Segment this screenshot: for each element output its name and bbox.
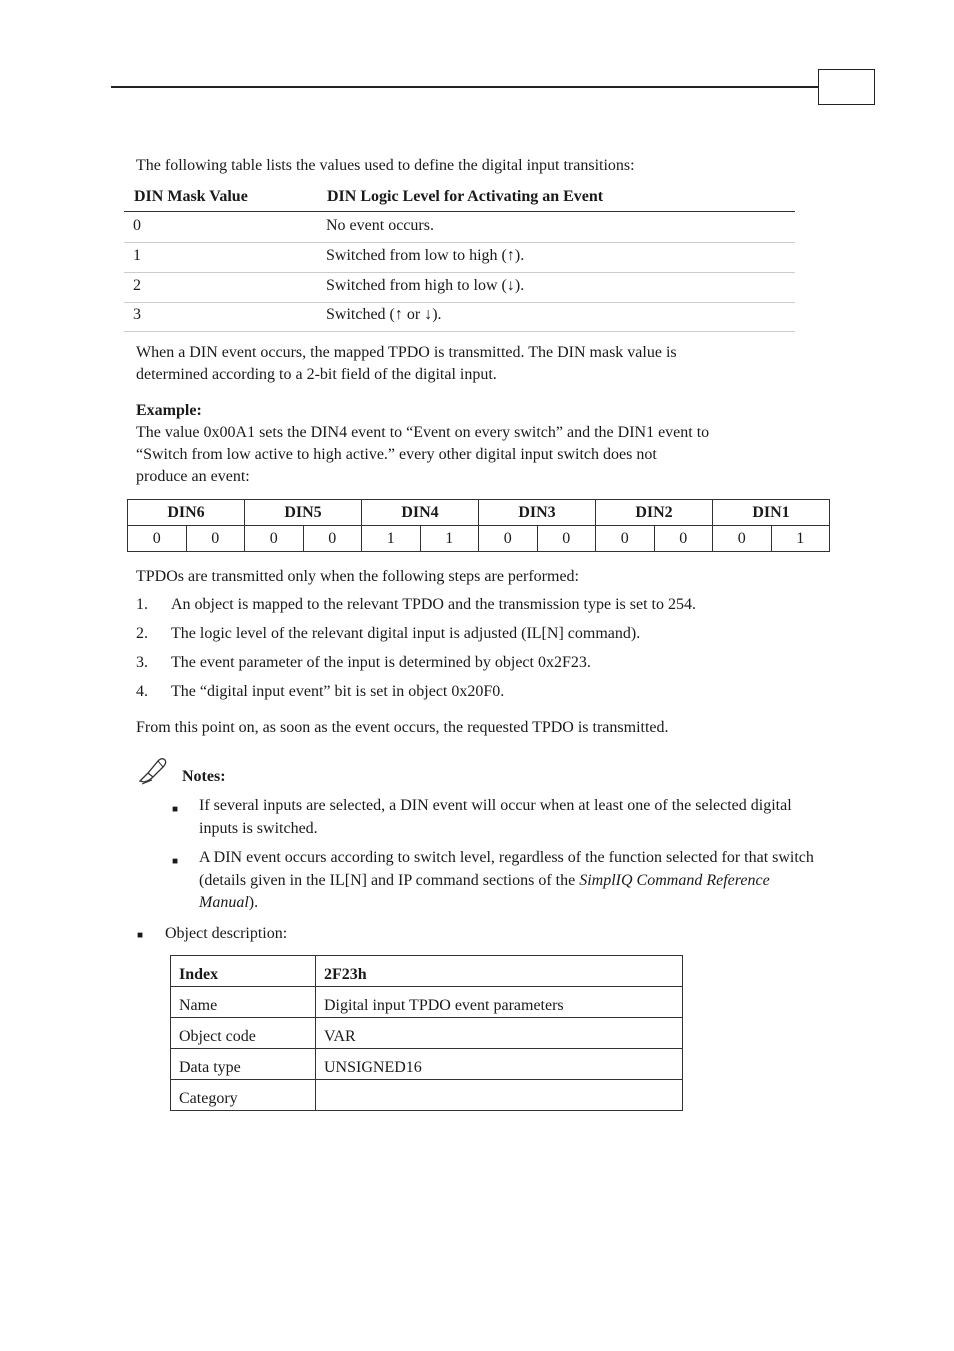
- field-value: UNSIGNED16: [316, 1049, 683, 1080]
- example-line: The value 0x00A1 sets the DIN4 event to “Event on every switch” and the DIN1 event to: [136, 424, 710, 441]
- bit-cell: 0: [186, 526, 245, 552]
- example-line: “Switch from low active to high active.” every other digital input switch does not: [136, 446, 657, 463]
- bit-cell: 0: [245, 526, 304, 552]
- note-text-end: ).: [248, 894, 259, 911]
- list-item: [136, 681, 836, 710]
- object-table: [170, 955, 683, 1111]
- din-header: DIN4: [362, 500, 479, 526]
- din-bit-table: [127, 499, 830, 552]
- table-row: [171, 1049, 683, 1080]
- example-line: produce an event:: [136, 468, 250, 485]
- din-event-paragraph: [136, 342, 836, 386]
- step-number: 1.: [136, 596, 148, 613]
- logic-level: Switched from low to high (↑).: [326, 247, 525, 264]
- bit-cell: 0: [713, 526, 772, 552]
- din-bits-row: [128, 526, 830, 552]
- mask-value: 1: [133, 247, 141, 264]
- list-item: [136, 652, 836, 681]
- table-row: [124, 212, 795, 243]
- example-block: [136, 400, 836, 488]
- table-row: [124, 242, 795, 273]
- mask-value: 3: [133, 306, 141, 323]
- bit-cell: 1: [362, 526, 421, 552]
- mask-value: 2: [133, 277, 141, 294]
- bit-cell: 0: [128, 526, 187, 552]
- din-header: DIN1: [713, 500, 830, 526]
- bit-cell: 0: [537, 526, 596, 552]
- field-value: [316, 1080, 683, 1111]
- bit-cell: 1: [420, 526, 479, 552]
- example-title: Example:: [136, 402, 202, 419]
- field-label: Category: [171, 1080, 316, 1111]
- logic-level: No event occurs.: [326, 217, 434, 234]
- field-value: VAR: [316, 1018, 683, 1049]
- table-row: [171, 956, 683, 987]
- column-header: DIN Mask Value: [134, 188, 248, 205]
- table-header-row: [124, 183, 795, 212]
- field-label: Data type: [171, 1049, 316, 1080]
- table-row: [171, 1080, 683, 1111]
- manual-title: SimplIQ Command Reference Manual: [199, 871, 770, 911]
- list-item: [136, 594, 836, 623]
- logic-level: Switched from high to low (↓).: [326, 277, 525, 294]
- steps-list: [136, 594, 836, 710]
- bit-cell: 1: [771, 526, 830, 552]
- bit-cell: 0: [596, 526, 655, 552]
- table-row: [171, 1018, 683, 1049]
- step-number: 3.: [136, 654, 148, 671]
- field-label: Index: [171, 956, 316, 987]
- bit-cell: 0: [479, 526, 538, 552]
- list-item: [136, 623, 836, 652]
- writing-hand-icon: [138, 755, 170, 785]
- page-number-box: [818, 69, 875, 105]
- step-number: 2.: [136, 625, 148, 642]
- table-row: [124, 301, 795, 332]
- paragraph-line: When a DIN event occurs, the mapped TPDO is transmitted. The DIN mask value is: [136, 344, 677, 361]
- column-header: DIN Logic Level for Activating an Event: [327, 188, 604, 205]
- din-header: DIN3: [479, 500, 596, 526]
- intro-paragraph: The following table lists the values used to define the digital input transitions:: [136, 157, 635, 174]
- field-value: 2F23h: [316, 956, 683, 987]
- din-header: DIN6: [128, 500, 245, 526]
- list-item: [172, 795, 822, 840]
- din-header: DIN5: [245, 500, 362, 526]
- logic-level: Switched (↑ or ↓).: [326, 306, 442, 323]
- list-item: [172, 847, 822, 915]
- notes-list: [172, 795, 822, 922]
- bit-cell: 0: [654, 526, 713, 552]
- note-text: If several inputs are selected, a DIN event will occur when at least one of the selected digital inputs is switched.: [199, 797, 792, 837]
- step-text: The logic level of the relevant digital input is adjusted (IL[N] command).: [171, 625, 641, 642]
- step-text: An object is mapped to the relevant TPDO and the transmission type is set to 254.: [171, 596, 696, 613]
- step-text: The event parameter of the input is determined by object 0x2F23.: [171, 654, 591, 671]
- field-value: Digital input TPDO event parameters: [316, 987, 683, 1018]
- bullet-icon: ■: [172, 804, 179, 815]
- bullet-icon: ■: [137, 930, 144, 941]
- table-row: [124, 272, 795, 303]
- field-label: Object code: [171, 1018, 316, 1049]
- note-text: A DIN event occurs according to switch level, regardless of the function selected for that switch (details given in the IL[N] and IP command sections of the: [199, 849, 814, 889]
- steps-intro: TPDOs are transmitted only when the following steps are performed:: [136, 568, 579, 585]
- notes-title: Notes:: [182, 768, 226, 785]
- field-label: Name: [171, 987, 316, 1018]
- din-header: DIN2: [596, 500, 713, 526]
- step-text: The “digital input event” bit is set in object 0x20F0.: [171, 683, 505, 700]
- header-rule: [111, 86, 819, 88]
- object-description-label: Object description:: [165, 925, 288, 942]
- table-row: [171, 987, 683, 1018]
- din-header-row: [128, 500, 830, 526]
- bullet-icon: ■: [172, 856, 179, 867]
- step-number: 4.: [136, 683, 148, 700]
- mask-value: 0: [133, 217, 141, 234]
- bit-cell: 0: [303, 526, 362, 552]
- paragraph-line: determined according to a 2-bit field of the digital input.: [136, 366, 497, 383]
- from-point-paragraph: From this point on, as soon as the event occurs, the requested TPDO is transmitted.: [136, 719, 669, 736]
